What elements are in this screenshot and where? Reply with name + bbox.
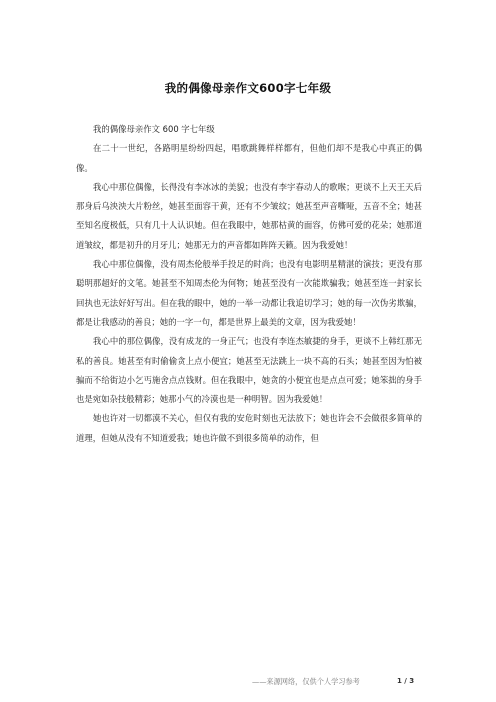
document-body (76, 120, 422, 448)
page-footer (0, 677, 496, 691)
paragraph: 我心中那位偶像，长得没有李冰冰的美貌；也没有李宇春动人的歌喉；更谈不上天王天后那身后乌泱泱大片粉丝，她甚至面容干黄，还有不少皱纹；她甚至声音嘶哑，五音不全；她甚至知名度极低，只有几十人认识她。但在我眼中，她那枯黄的面容，仿佛可爱的花朵；她那道道皱纹，都是初升的月牙儿；她那无力的声音都如阵阵天籁。因为我爱她！ (76, 181, 422, 250)
document-subtitle: 我的偶像母亲作文 600 字七年级 (93, 124, 215, 134)
document-title: 我的偶像母亲作文600字七年级 (164, 81, 332, 95)
paragraph: 在二十一世纪，各路明星纷纷四起，唱歌跳舞样样都有，但他们却不是我心中真正的偶像。 (76, 143, 422, 173)
footer-source-note: ——来源网络，仅供个人学习参考 (252, 677, 360, 686)
page-number: 1 / 3 (397, 677, 415, 685)
paragraph: 我心中的那位偶像，没有成龙的一身正气；也没有李连杰敏捷的身手，更谈不上韩红那无私的善良。她甚至有时偷偷贪上点小便宜；她甚至无法跳上一块不高的石头；她甚至因为怕被骗而不给街边小乞丐施舍点点钱财。但在我眼中，她贪的小便宜也是点点可爱；她笨拙的身手也是宛如杂技般精彩；她那小气的冷漠也是一种明智。因为我爱她！ (76, 336, 422, 405)
paragraph: 她也许对一切都漠不关心，但仅有我的安危时刻也无法放下；她也许会不会做很多简单的道理，但她从没有不知道爱我；她也许做不到很多简单的动作，但 (76, 413, 422, 443)
paragraph: 我心中那位偶像，没有周杰伦般举手投足的时尚；也没有电影明星精湛的演技；更没有那聪明那超好的文笔。她甚至不知周杰伦为何物；她甚至没有一次能欺骗我；她甚至连一封家长回执也无法好好写出。但在我的眼中，她的一举一动都让我追切学习；她的每一次伪劣欺骗，都是让我感动的善良；她的一字一句，都是世界上最美的文章，因为我爱她！ (76, 259, 422, 327)
